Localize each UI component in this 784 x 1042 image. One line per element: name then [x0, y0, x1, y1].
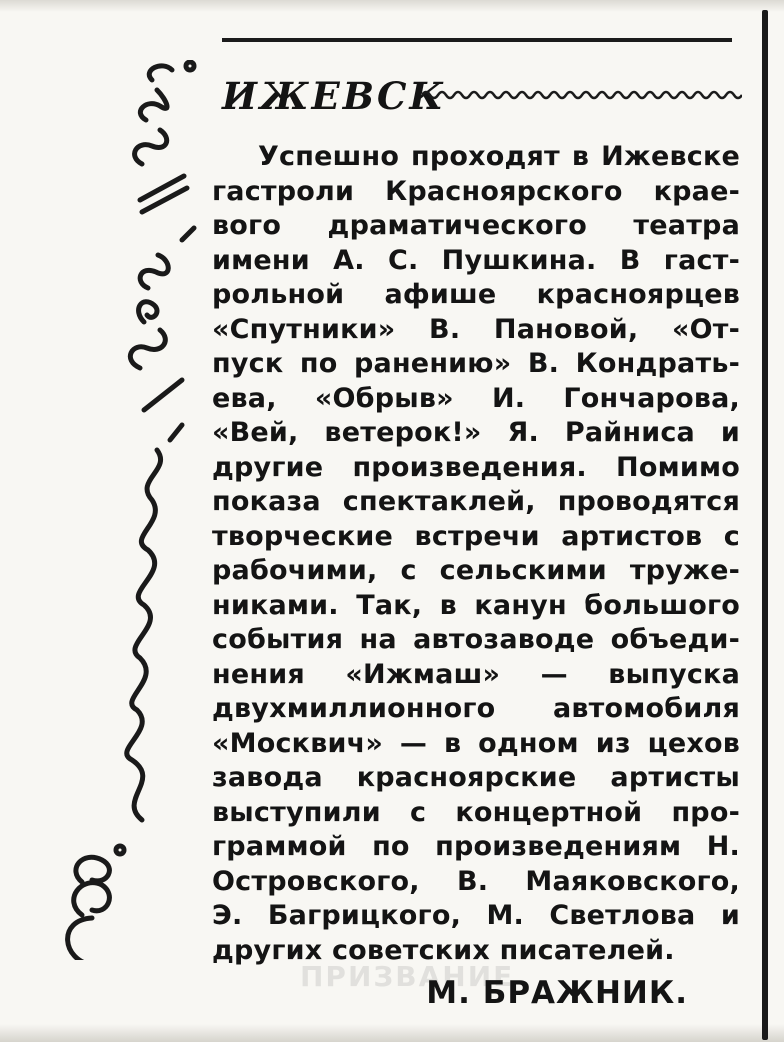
heading-wave-line — [422, 84, 742, 106]
article-line: граммой по произведениям Н. — [212, 831, 740, 862]
article-line: нения «Ижмаш» — выпуска — [212, 658, 740, 690]
article-line: имени А. С. Пушкина. В гаст- — [212, 244, 740, 276]
article-line: выступили с концертной про- — [212, 796, 740, 828]
article-line: «Вей, ветерок!» Я. Райниса и — [212, 417, 740, 448]
article-heading: ИЖЕВСК — [222, 74, 447, 118]
article-line: никами. Так, в канун большого — [212, 589, 740, 621]
author-signature: М. БРАЖНИК. — [426, 975, 688, 1011]
article-line: других советских писателей. — [212, 934, 675, 966]
article-line: «Москвич» — в одном из цехов — [212, 727, 740, 759]
article-line: события на автозаводе объеди- — [212, 624, 740, 655]
paper-top-edge — [0, 0, 784, 12]
article-line: вого драматического театра — [212, 210, 740, 241]
article-line: завода красноярские артисты — [212, 762, 740, 793]
article-line: показа спектаклей, проводятся — [212, 486, 740, 517]
handwritten-annotation — [22, 60, 202, 960]
article-line: Островского, В. Маяковского, — [212, 865, 740, 897]
article-line: двухмиллионного автомобиля — [212, 693, 740, 724]
paper-bottom-edge — [0, 1024, 784, 1042]
article-line: Э. Багрицкого, М. Светлова и — [212, 900, 740, 931]
article-body — [212, 140, 740, 968]
column-border — [762, 10, 768, 1040]
bleed-through-text: ПРИЗВАНИЕ — [300, 960, 515, 993]
article-line: рольной афише красноярцев — [212, 279, 740, 310]
top-rule — [222, 38, 732, 42]
article-line: гастроли Красноярского крае- — [212, 175, 740, 207]
article-line: «Спутники» В. Пановой, «От- — [212, 313, 740, 345]
article-line: пуск по ранению» В. Кондрать- — [212, 348, 740, 379]
article-line: рабочими, с сельскими труже- — [212, 555, 740, 586]
article-line: Успешно проходят в Ижевске — [258, 141, 740, 172]
article-line: другие произведения. Помимо — [212, 451, 740, 483]
article-line: творческие встречи артистов с — [212, 520, 740, 552]
article-line: ева, «Обрыв» И. Гончарова, — [212, 382, 740, 414]
